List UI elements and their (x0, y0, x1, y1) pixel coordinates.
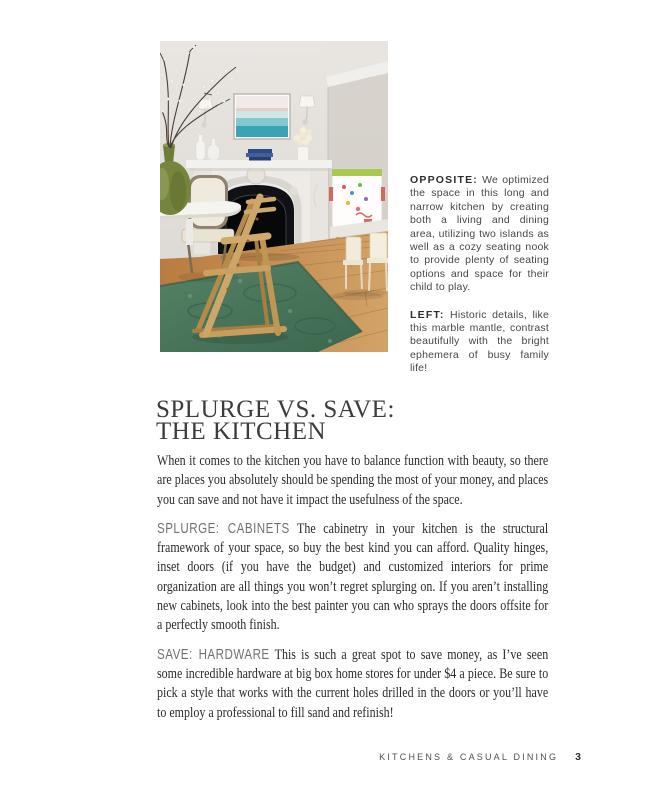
mantle-shelf (186, 160, 332, 168)
photo-captions (410, 174, 549, 390)
footer-section-title: KITCHENS & CASUAL DINING (379, 752, 559, 762)
blue-books (246, 149, 273, 161)
caption-left (410, 309, 549, 376)
white-vase (196, 141, 205, 160)
intro-paragraph: When it comes to the kitchen you have to balance function with beauty, so there are places you absolutely should be spending the most of your money, and places you can save and not have it impact the usefulness of the space. (157, 453, 549, 508)
splurge-text: The cabinetry in your kitchen is the structural framework of your space, so buy the best kind you can afford. Quality hinges, inset doors (if you have the budget) and customized interiors for prime organization are all things you won’t regret splurging on. If you aren’t installing new cabinets, look into the best painter you can who sprays the doors offsite for a perfectly smooth finish. (157, 520, 549, 634)
caption-left-text: Historic details, like this marble mantle, contrast beautifully with the bright ephemera of busy family life! (410, 308, 549, 375)
splurge-label: SPLURGE: CABINETS (157, 520, 290, 537)
caption-opposite-label: OPPOSITE: (410, 174, 478, 186)
caption-left-label: LEFT: (410, 308, 445, 321)
page-number: 3 (575, 751, 581, 763)
section-heading (156, 395, 395, 445)
heading-line-2: THE KITCHEN (156, 417, 327, 445)
save-text: This is such a great spot to save money, as I’ve seen some incredible hardware at big box home stores for under $4 a piece. Be sure to pick a style that works with the current holes drilled in the doors or you’ll have to employ a professional to fill sand and refinish! (157, 646, 549, 721)
splurge-paragraph (157, 520, 548, 636)
room-photo (160, 41, 388, 352)
body-text (157, 452, 548, 733)
room-photo-illustration (160, 41, 388, 352)
page-footer (157, 751, 581, 763)
caption-opposite (410, 174, 549, 295)
save-paragraph (157, 646, 548, 723)
caption-opposite-text: We optimized the space in this long and narrow kitchen by creating both a living and dining area, utilizing two islands as well as a cozy seating nook to provide plenty of seating options and space for their child to play. (410, 174, 549, 294)
heading-line-1: SPLURGE VS. SAVE: (156, 395, 395, 423)
abstract-seascape-art (234, 94, 290, 139)
easel-shadow (331, 292, 383, 300)
save-label: SAVE: HARDWARE (157, 646, 270, 663)
white-vase (208, 145, 219, 160)
